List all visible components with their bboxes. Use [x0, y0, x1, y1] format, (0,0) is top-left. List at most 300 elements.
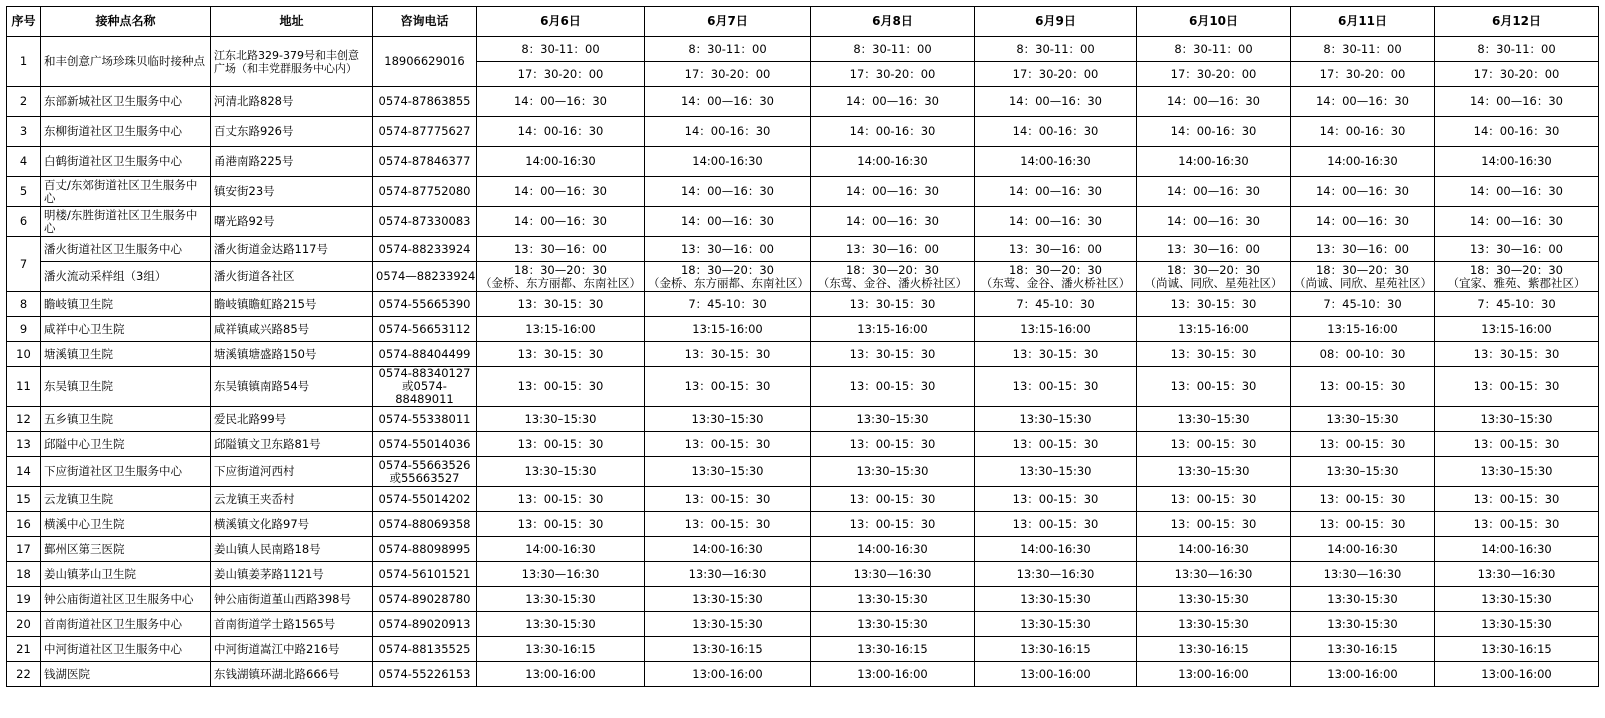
time-slot: 13：00-15：30	[1137, 512, 1291, 537]
site-phone: 0574-88135525	[373, 637, 477, 662]
row-number: 1	[7, 37, 41, 87]
site-name: 东部新城社区卫生服务中心	[41, 87, 211, 117]
time-slot: 14：00—16：30	[1137, 87, 1291, 117]
time-slot: 13:15-16:00	[477, 317, 645, 342]
table-body-rows-2-6	[7, 87, 1599, 237]
time-slot: 14：00-16：30	[645, 117, 811, 147]
time-slot: 14：00—16：30	[645, 177, 811, 207]
table-row	[7, 37, 1599, 62]
row-number: 9	[7, 317, 41, 342]
site-phone: 0574-87863855	[373, 87, 477, 117]
area-note: （金桥、东方丽都、东南社区）	[648, 275, 809, 290]
row-number: 6	[7, 207, 41, 237]
time-slot: 14：00-16：30	[1137, 117, 1291, 147]
time-slot: 13:30–15:30	[975, 407, 1137, 432]
table-row	[7, 292, 1599, 317]
col-header-phone: 咨询电话	[373, 7, 477, 37]
time-slot: 13:30-16:15	[1137, 637, 1291, 662]
row-number: 19	[7, 587, 41, 612]
site-address: 咸祥镇咸兴路85号	[211, 317, 373, 342]
time-slot: 13:00-16:00	[645, 662, 811, 687]
site-address: 瞻岐镇瞻虹路215号	[211, 292, 373, 317]
row-number: 14	[7, 457, 41, 487]
time-slot: 13:15-16:00	[645, 317, 811, 342]
time-slot: 14:00-16:30	[1291, 537, 1435, 562]
time-slot: 17：30-20：00	[811, 62, 975, 87]
site-address: 曙光路92号	[211, 207, 373, 237]
time-slot: 13:30–15:30	[645, 457, 811, 487]
site-address: 邱隘镇文卫东路81号	[211, 432, 373, 457]
time-slot: 13：30-15：30	[1137, 342, 1291, 367]
col-header-date: 6月8日	[811, 7, 975, 37]
table-row	[7, 87, 1599, 117]
site-phone: 0574-56653112	[373, 317, 477, 342]
site-phone: 0574-87330083	[373, 207, 477, 237]
time-slot: 13:30-15:30	[477, 587, 645, 612]
area-note: （东莺、金谷、潘火桥社区）	[817, 275, 968, 290]
time-slot: 13：30-15：30	[645, 342, 811, 367]
time-slot: 17：30-20：00	[1435, 62, 1599, 87]
site-address: 下应街道河西村	[211, 457, 373, 487]
time-slot: 13:15-16:00	[1137, 317, 1291, 342]
col-header-date: 6月9日	[975, 7, 1137, 37]
time-slot: 13：00-15：30	[811, 432, 975, 457]
time-slot: 13:30-16:15	[811, 637, 975, 662]
time-slot: 13：30-15：30	[477, 342, 645, 367]
site-address: 首南街道学士路1565号	[211, 612, 373, 637]
row-number: 5	[7, 177, 41, 207]
time-slot: 13:30-16:15	[645, 637, 811, 662]
time-slot: 13:30-15:30	[811, 612, 975, 637]
time-slot: 14：00-16：30	[1435, 117, 1599, 147]
site-phone: 0574-55338011	[373, 407, 477, 432]
time-slot-with-area	[975, 262, 1137, 292]
time-slot: 13:30-15:30	[1291, 587, 1435, 612]
time-slot: 18：30—20：30	[513, 262, 608, 277]
site-phone: 0574-55665390	[373, 292, 477, 317]
time-slot: 13:30–15:30	[811, 407, 975, 432]
time-slot: 14:00-16:30	[975, 537, 1137, 562]
time-slot: 13:30–15:30	[477, 457, 645, 487]
row-number: 21	[7, 637, 41, 662]
site-phone: 0574-55226153	[373, 662, 477, 687]
time-slot: 13:30–15:30	[1137, 457, 1291, 487]
time-slot: 13：00-15：30	[1137, 487, 1291, 512]
time-slot: 7：45-10：30	[645, 292, 811, 317]
time-slot: 13：30—16：00	[975, 237, 1137, 262]
site-address: 河清北路828号	[211, 87, 373, 117]
time-slot: 14:00-16:30	[645, 147, 811, 177]
time-slot: 18：30—20：30	[1166, 262, 1261, 277]
time-slot: 14：00—16：30	[1435, 87, 1599, 117]
time-slot: 13:30-16:15	[1291, 637, 1435, 662]
time-slot: 8：30-11：00	[1435, 37, 1599, 62]
time-slot: 13：30-15：30	[1137, 292, 1291, 317]
site-name: 和丰创意广场珍珠贝临时接种点	[41, 37, 211, 87]
time-slot: 13：00-15：30	[1291, 512, 1435, 537]
time-slot: 13:30-15:30	[645, 612, 811, 637]
time-slot: 13:00-16:00	[1291, 662, 1435, 687]
site-address: 百丈东路926号	[211, 117, 373, 147]
site-address: 塘溪镇塘盛路150号	[211, 342, 373, 367]
time-slot: 13:30—16:30	[477, 562, 645, 587]
table-row	[7, 317, 1599, 342]
time-slot-with-area	[477, 262, 645, 292]
site-name: 白鹤街道社区卫生服务中心	[41, 147, 211, 177]
time-slot: 13:30-15:30	[1291, 612, 1435, 637]
site-address: 姜山镇姜茅路1121号	[211, 562, 373, 587]
time-slot: 13:30–15:30	[1291, 407, 1435, 432]
row-number: 12	[7, 407, 41, 432]
time-slot: 13:30—16:30	[1435, 562, 1599, 587]
site-address: 潘火街道各社区	[211, 262, 373, 292]
row-number: 2	[7, 87, 41, 117]
row-number: 17	[7, 537, 41, 562]
time-slot: 14：00—16：30	[811, 87, 975, 117]
time-slot: 13：00-15：30	[1137, 367, 1291, 407]
time-slot: 13：00-15：30	[811, 512, 975, 537]
area-note: （宜家、雅苑、紫郡社区）	[1447, 275, 1586, 290]
site-name: 姜山镇茅山卫生院	[41, 562, 211, 587]
time-slot: 14：00-16：30	[811, 117, 975, 147]
time-slot: 13：00-15：30	[811, 367, 975, 407]
time-slot: 17：30-20：00	[477, 62, 645, 87]
time-slot: 13:30–15:30	[1435, 407, 1599, 432]
site-address: 甬港南路225号	[211, 147, 373, 177]
site-name: 百丈/东郊街道社区卫生服务中心	[41, 177, 211, 207]
site-phone: 0574-87752080	[373, 177, 477, 207]
time-slot: 14:00-16:30	[1137, 147, 1291, 177]
time-slot: 17：30-20：00	[975, 62, 1137, 87]
time-slot: 14:00-16:30	[811, 147, 975, 177]
col-header-date: 6月12日	[1435, 7, 1599, 37]
table-body-row-7	[7, 237, 1599, 292]
time-slot: 13：00-15：30	[645, 432, 811, 457]
time-slot: 14：00—16：30	[1435, 177, 1599, 207]
time-slot: 13:30–15:30	[1137, 407, 1291, 432]
time-slot: 13:15-16:00	[1291, 317, 1435, 342]
area-note: （金桥、东方丽都、东南社区）	[480, 275, 641, 290]
col-header-address: 地址	[211, 7, 373, 37]
time-slot: 14：00—16：30	[975, 87, 1137, 117]
time-slot: 13：30-15：30	[811, 342, 975, 367]
time-slot: 13：30—16：00	[1291, 237, 1435, 262]
table-row	[7, 662, 1599, 687]
time-slot: 14：00—16：30	[477, 207, 645, 237]
table-row	[7, 407, 1599, 432]
row-number: 7	[7, 237, 41, 292]
site-address: 横溪镇文化路97号	[211, 512, 373, 537]
row-number: 4	[7, 147, 41, 177]
time-slot: 14:00-16:30	[975, 147, 1137, 177]
time-slot-with-area	[1435, 262, 1599, 292]
site-phone: 0574-88098995	[373, 537, 477, 562]
site-address: 东吴镇镇南路54号	[211, 367, 373, 407]
time-slot: 14:00-16:30	[477, 147, 645, 177]
time-slot: 13：00-15：30	[645, 367, 811, 407]
time-slot: 14：00—16：30	[645, 207, 811, 237]
site-name: 瞻岐镇卫生院	[41, 292, 211, 317]
time-slot: 13:00-16:00	[1137, 662, 1291, 687]
time-slot-with-area	[1291, 262, 1435, 292]
site-name: 云龙镇卫生院	[41, 487, 211, 512]
time-slot: 14：00—16：30	[1291, 207, 1435, 237]
area-note: （东莺、金谷、潘火桥社区）	[980, 275, 1131, 290]
time-slot: 13：00-15：30	[477, 512, 645, 537]
time-slot: 13:30–15:30	[645, 407, 811, 432]
time-slot: 13:15-16:00	[1435, 317, 1599, 342]
site-name: 潘火街道社区卫生服务中心	[41, 237, 211, 262]
time-slot: 13:00-16:00	[477, 662, 645, 687]
time-slot: 13：00-15：30	[477, 367, 645, 407]
table-row	[7, 177, 1599, 207]
site-address: 姜山镇人民南路18号	[211, 537, 373, 562]
time-slot: 13:00-16:00	[975, 662, 1137, 687]
table-row	[7, 537, 1599, 562]
area-note: （尚诚、同欣、星苑社区）	[1144, 275, 1283, 290]
time-slot: 14:00-16:30	[645, 537, 811, 562]
time-slot: 14：00—16：30	[1435, 207, 1599, 237]
site-name: 鄞州区第三医院	[41, 537, 211, 562]
time-slot: 13:30–15:30	[811, 457, 975, 487]
time-slot: 13：00-15：30	[1435, 487, 1599, 512]
time-slot: 14：00—16：30	[645, 87, 811, 117]
time-slot: 08：00-10：30	[1291, 342, 1435, 367]
time-slot: 18：30—20：30	[1469, 262, 1564, 277]
time-slot: 14:00-16:30	[811, 537, 975, 562]
time-slot: 13:30-16:15	[975, 637, 1137, 662]
time-slot: 8：30-11：00	[477, 37, 645, 62]
time-slot: 7：45-10：30	[975, 292, 1137, 317]
time-slot: 14：00—16：30	[811, 207, 975, 237]
table-row	[7, 562, 1599, 587]
time-slot: 13：00-15：30	[477, 432, 645, 457]
site-name: 下应街道社区卫生服务中心	[41, 457, 211, 487]
time-slot: 13:30-15:30	[477, 612, 645, 637]
table-row	[7, 457, 1599, 487]
time-slot: 14：00—16：30	[975, 177, 1137, 207]
time-slot: 13:30-16:15	[477, 637, 645, 662]
time-slot: 13：00-15：30	[1435, 512, 1599, 537]
time-slot: 14：00—16：30	[477, 177, 645, 207]
time-slot: 13：00-15：30	[975, 512, 1137, 537]
site-phone: 0574-88340127或0574-88489011	[373, 367, 477, 407]
row-number: 20	[7, 612, 41, 637]
time-slot: 13：30—16：00	[1137, 237, 1291, 262]
site-name: 塘溪镇卫生院	[41, 342, 211, 367]
time-slot: 14:00-16:30	[1291, 147, 1435, 177]
header-row	[7, 7, 1599, 37]
time-slot: 8：30-11：00	[811, 37, 975, 62]
col-header-date: 6月7日	[645, 7, 811, 37]
site-name: 横溪中心卫生院	[41, 512, 211, 537]
time-slot: 13：30-15：30	[975, 342, 1137, 367]
site-name: 中河街道社区卫生服务中心	[41, 637, 211, 662]
time-slot: 13：30-15：30	[477, 292, 645, 317]
time-slot: 13:15-16:00	[975, 317, 1137, 342]
row-number: 11	[7, 367, 41, 407]
site-phone: 0574-56101521	[373, 562, 477, 587]
row-number: 3	[7, 117, 41, 147]
time-slot: 13:30–15:30	[477, 407, 645, 432]
time-slot: 13:30-15:30	[645, 587, 811, 612]
row-number: 22	[7, 662, 41, 687]
time-slot: 13:30—16:30	[1137, 562, 1291, 587]
table-row	[7, 512, 1599, 537]
vaccination-schedule-table	[6, 6, 1599, 687]
site-phone: 0574-89028780	[373, 587, 477, 612]
site-name: 东柳街道社区卫生服务中心	[41, 117, 211, 147]
time-slot: 13:30-15:30	[1137, 587, 1291, 612]
time-slot: 14:00-16:30	[1435, 537, 1599, 562]
col-header-date: 6月11日	[1291, 7, 1435, 37]
time-slot: 14：00—16：30	[477, 87, 645, 117]
time-slot: 7：45-10：30	[1435, 292, 1599, 317]
site-name: 咸祥中心卫生院	[41, 317, 211, 342]
time-slot: 13:15-16:00	[811, 317, 975, 342]
time-slot: 14：00—16：30	[1137, 207, 1291, 237]
site-phone: 0574-55663526或55663527	[373, 457, 477, 487]
table-body-rows-8-22	[7, 292, 1599, 687]
site-name: 钱湖医院	[41, 662, 211, 687]
time-slot: 13：30—16：00	[645, 237, 811, 262]
row-number: 13	[7, 432, 41, 457]
site-name: 明楼/东胜街道社区卫生服务中心	[41, 207, 211, 237]
time-slot: 14：00-16：30	[1291, 117, 1435, 147]
row-number: 15	[7, 487, 41, 512]
site-phone: 0574-55014202	[373, 487, 477, 512]
time-slot: 13:30-16:15	[1435, 637, 1599, 662]
time-slot: 13：00-15：30	[645, 487, 811, 512]
time-slot: 13：30—16：00	[811, 237, 975, 262]
table-row	[7, 117, 1599, 147]
time-slot: 13:30—16:30	[975, 562, 1137, 587]
time-slot: 13:30-15:30	[975, 612, 1137, 637]
time-slot: 13:30-15:30	[975, 587, 1137, 612]
site-address: 江东北路329-379号和丰创意广场（和丰党群服务中心内）	[211, 37, 373, 87]
site-address: 爱民北路99号	[211, 407, 373, 432]
site-name: 邱隘中心卫生院	[41, 432, 211, 457]
site-name: 潘火流动采样组（3组）	[41, 262, 211, 292]
time-slot: 13:30–15:30	[1435, 457, 1599, 487]
site-address: 潘火街道金达路117号	[211, 237, 373, 262]
time-slot: 7：45-10：30	[1291, 292, 1435, 317]
time-slot: 14：00—16：30	[1291, 177, 1435, 207]
time-slot: 8：30-11：00	[975, 37, 1137, 62]
col-header-date: 6月10日	[1137, 7, 1291, 37]
site-phone: 0574-88404499	[373, 342, 477, 367]
table-row	[7, 487, 1599, 512]
site-name: 首南街道社区卫生服务中心	[41, 612, 211, 637]
site-phone: 0574-88233924	[373, 237, 477, 262]
site-name: 钟公庙街道社区卫生服务中心	[41, 587, 211, 612]
time-slot: 17：30-20：00	[1137, 62, 1291, 87]
time-slot: 13:30-15:30	[1137, 612, 1291, 637]
table-row	[7, 612, 1599, 637]
time-slot: 13：00-15：30	[975, 432, 1137, 457]
time-slot: 13:30–15:30	[975, 457, 1137, 487]
time-slot: 14：00-16：30	[975, 117, 1137, 147]
time-slot: 14:00-16:30	[1137, 537, 1291, 562]
time-slot: 13:30-15:30	[1435, 612, 1599, 637]
time-slot: 13：00-15：30	[1291, 367, 1435, 407]
time-slot: 13：00-15：30	[1435, 432, 1599, 457]
time-slot: 13：00-15：30	[1137, 432, 1291, 457]
table-row	[7, 262, 1599, 292]
time-slot: 17：30-20：00	[1291, 62, 1435, 87]
time-slot: 14:00-16:30	[477, 537, 645, 562]
time-slot: 13:00-16:00	[1435, 662, 1599, 687]
time-slot: 13：00-15：30	[975, 367, 1137, 407]
site-address: 钟公庙街道堇山西路398号	[211, 587, 373, 612]
time-slot: 13：30—16：00	[1435, 237, 1599, 262]
site-phone: 0574-89020913	[373, 612, 477, 637]
time-slot: 13：00-15：30	[1291, 432, 1435, 457]
site-name: 五乡镇卫生院	[41, 407, 211, 432]
table-row	[7, 367, 1599, 407]
time-slot: 13：30-15：30	[811, 292, 975, 317]
table-row	[7, 207, 1599, 237]
time-slot: 18：30—20：30	[845, 262, 940, 277]
time-slot: 14：00—16：30	[811, 177, 975, 207]
row-number: 18	[7, 562, 41, 587]
time-slot: 14：00—16：30	[1291, 87, 1435, 117]
time-slot: 18：30—20：30	[1315, 262, 1410, 277]
area-note: （尚诚、同欣、星苑社区）	[1294, 275, 1432, 290]
site-name: 东吴镇卫生院	[41, 367, 211, 407]
time-slot: 13:30-15:30	[811, 587, 975, 612]
time-slot: 13:30—16:30	[1291, 562, 1435, 587]
time-slot: 14：00—16：30	[1137, 177, 1291, 207]
time-slot: 13:30—16:30	[811, 562, 975, 587]
time-slot: 14：00—16：30	[975, 207, 1137, 237]
time-slot: 18：30—20：30	[680, 262, 775, 277]
time-slot: 13:00-16:00	[811, 662, 975, 687]
site-phone: 18906629016	[373, 37, 477, 87]
row-number: 8	[7, 292, 41, 317]
time-slot: 13：00-15：30	[1435, 367, 1599, 407]
time-slot-with-area	[645, 262, 811, 292]
time-slot: 13:30—16:30	[645, 562, 811, 587]
table-row	[7, 342, 1599, 367]
table-row	[7, 432, 1599, 457]
table-row	[7, 637, 1599, 662]
time-slot: 18：30—20：30	[1008, 262, 1103, 277]
site-address: 镇安街23号	[211, 177, 373, 207]
site-phone: 0574-87846377	[373, 147, 477, 177]
time-slot: 13：00-15：30	[477, 487, 645, 512]
col-header-no: 序号	[7, 7, 41, 37]
site-phone: 0574-87775627	[373, 117, 477, 147]
row-number: 16	[7, 512, 41, 537]
table-row	[7, 587, 1599, 612]
time-slot: 13：00-15：30	[975, 487, 1137, 512]
site-phone: 0574—88233924	[373, 262, 477, 292]
time-slot: 8：30-11：00	[645, 37, 811, 62]
row-number: 10	[7, 342, 41, 367]
time-slot: 14:00-16:30	[1435, 147, 1599, 177]
time-slot-with-area	[1137, 262, 1291, 292]
col-header-date: 6月6日	[477, 7, 645, 37]
table-row	[7, 237, 1599, 262]
time-slot: 8：30-11：00	[1291, 37, 1435, 62]
time-slot: 8：30-11：00	[1137, 37, 1291, 62]
time-slot-with-area	[811, 262, 975, 292]
col-header-name: 接种点名称	[41, 7, 211, 37]
table-body	[7, 37, 1599, 87]
site-phone: 0574-88069358	[373, 512, 477, 537]
time-slot: 17：30-20：00	[645, 62, 811, 87]
